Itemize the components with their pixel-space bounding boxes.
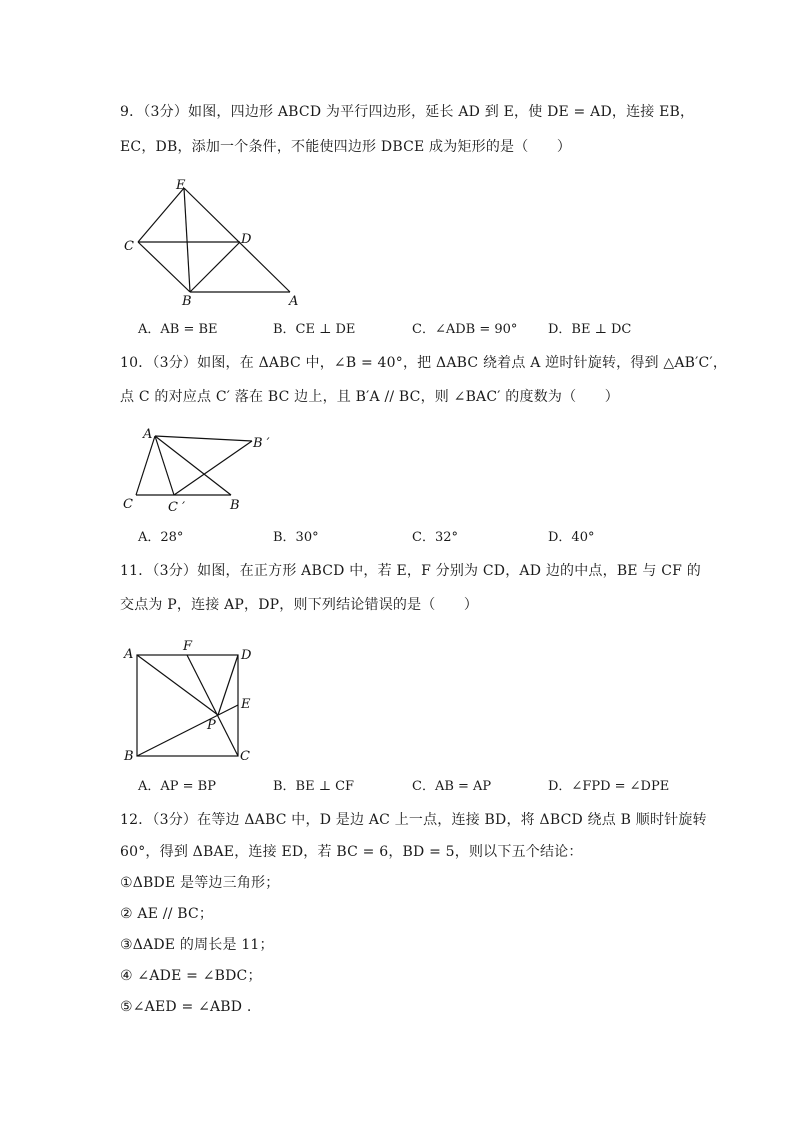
q11-option-d: D．∠FPD = ∠DPE (548, 779, 670, 794)
q11-label-c: C (240, 749, 250, 764)
q9-segment-db (190, 242, 240, 292)
q9-text-line1: 9．（3分）如图，四边形 ABCD 为平行四边形，延长 AD 到 E，使 DE = AD，连接 EB， (120, 104, 695, 120)
q9-text-line2: EC，DB，添加一个条件，不能使四边形 DBCE 成为矩形的是（ ） (120, 139, 572, 155)
q12-conclusion-5: ⑤∠AED = ∠ABD . (120, 999, 252, 1015)
q12-conclusion-3: ③ΔADE 的周长是 11； (120, 937, 274, 953)
q9-label-b: B (182, 294, 192, 309)
q10-label-c-prime: C ′ (168, 500, 186, 515)
q9-label-e: E (176, 178, 186, 193)
q9-segment-cb (138, 242, 190, 292)
q11-option-a: A．AP = BP (138, 779, 216, 794)
q12-text-line2: 60°，得到 ΔBAE，连接 ED，若 BC = 6，BD = 5，则以下五个结论： (120, 844, 583, 860)
q10-option-a: A．28° (138, 530, 184, 545)
q10-label-a: A (143, 427, 153, 442)
q9-segment-ea (184, 188, 290, 292)
q12-conclusion-2: ② AE // BC； (120, 906, 214, 922)
q11-label-d: D (241, 648, 252, 663)
q11-text-line1: 11．（3分）如图，在正方形 ABCD 中，若 E，F 分别为 CD，AD 边的中点，BE 与 CF 的 (120, 563, 701, 579)
q10-segment-c1b1 (174, 441, 252, 495)
q10-option-b: B．30° (273, 530, 319, 545)
q9-option-c: C．∠ADB = 90° (412, 322, 518, 337)
q11-label-f: F (183, 639, 193, 654)
q10-option-d: D．40° (548, 530, 595, 545)
q11-segment-be (137, 705, 238, 756)
q9-label-a: A (289, 294, 299, 309)
q10-option-c: C．32° (412, 530, 458, 545)
q10-label-b-prime: B ′ (253, 436, 270, 451)
q10-segment-ac (136, 436, 155, 495)
q11-segment-ap (137, 655, 218, 715)
q11-option-b: B．BE ⊥ CF (273, 779, 355, 794)
q9-segment-ec (138, 188, 184, 242)
q11-label-b: B (124, 749, 134, 764)
q9-option-d: D．BE ⊥ DC (548, 322, 632, 337)
q12-conclusion-4: ④ ∠ADE = ∠BDC； (120, 968, 262, 984)
q11-label-a: A (124, 647, 134, 662)
q11-square-abcd (137, 655, 238, 756)
q9-option-b: B．CE ⊥ DE (273, 322, 356, 337)
q10-label-c: C (123, 497, 133, 512)
q12-text-line1: 12．（3分）在等边 ΔABC 中，D 是边 AC 上一点，连接 BD，将 ΔBCD 绕点 B 顺时针旋转 (120, 812, 707, 828)
q10-segment-ab (155, 436, 231, 495)
q10-text-line1: 10．（3分）如图，在 ΔABC 中，∠B = 40°，把 ΔABC 绕着点 A 逆时针旋转，得到 △AB′C′， (120, 355, 728, 371)
q10-segment-ac1 (155, 436, 174, 495)
q11-label-e: E (241, 697, 251, 712)
q11-label-p: P (207, 718, 216, 733)
q11-text-line2: 交点为 P，连接 AP，DP，则下列结论错误的是（ ） (120, 597, 479, 613)
q11-segment-fc (187, 655, 238, 756)
q11-option-c: C．AB = AP (412, 779, 492, 794)
q9-segment-eb (184, 188, 190, 292)
q10-label-b: B (230, 498, 240, 513)
q10-text-line2: 点 C 的对应点 C′ 落在 BC 边上，且 B′A // BC，则 ∠BAC′ 的度数为（ ） (120, 389, 619, 405)
q12-conclusion-1: ①ΔBDE 是等边三角形； (120, 875, 280, 891)
q10-segment-ab1 (155, 436, 252, 441)
q9-option-a: A．AB = BE (138, 322, 218, 337)
q9-label-c: C (124, 239, 134, 254)
q9-label-d: D (241, 232, 252, 247)
